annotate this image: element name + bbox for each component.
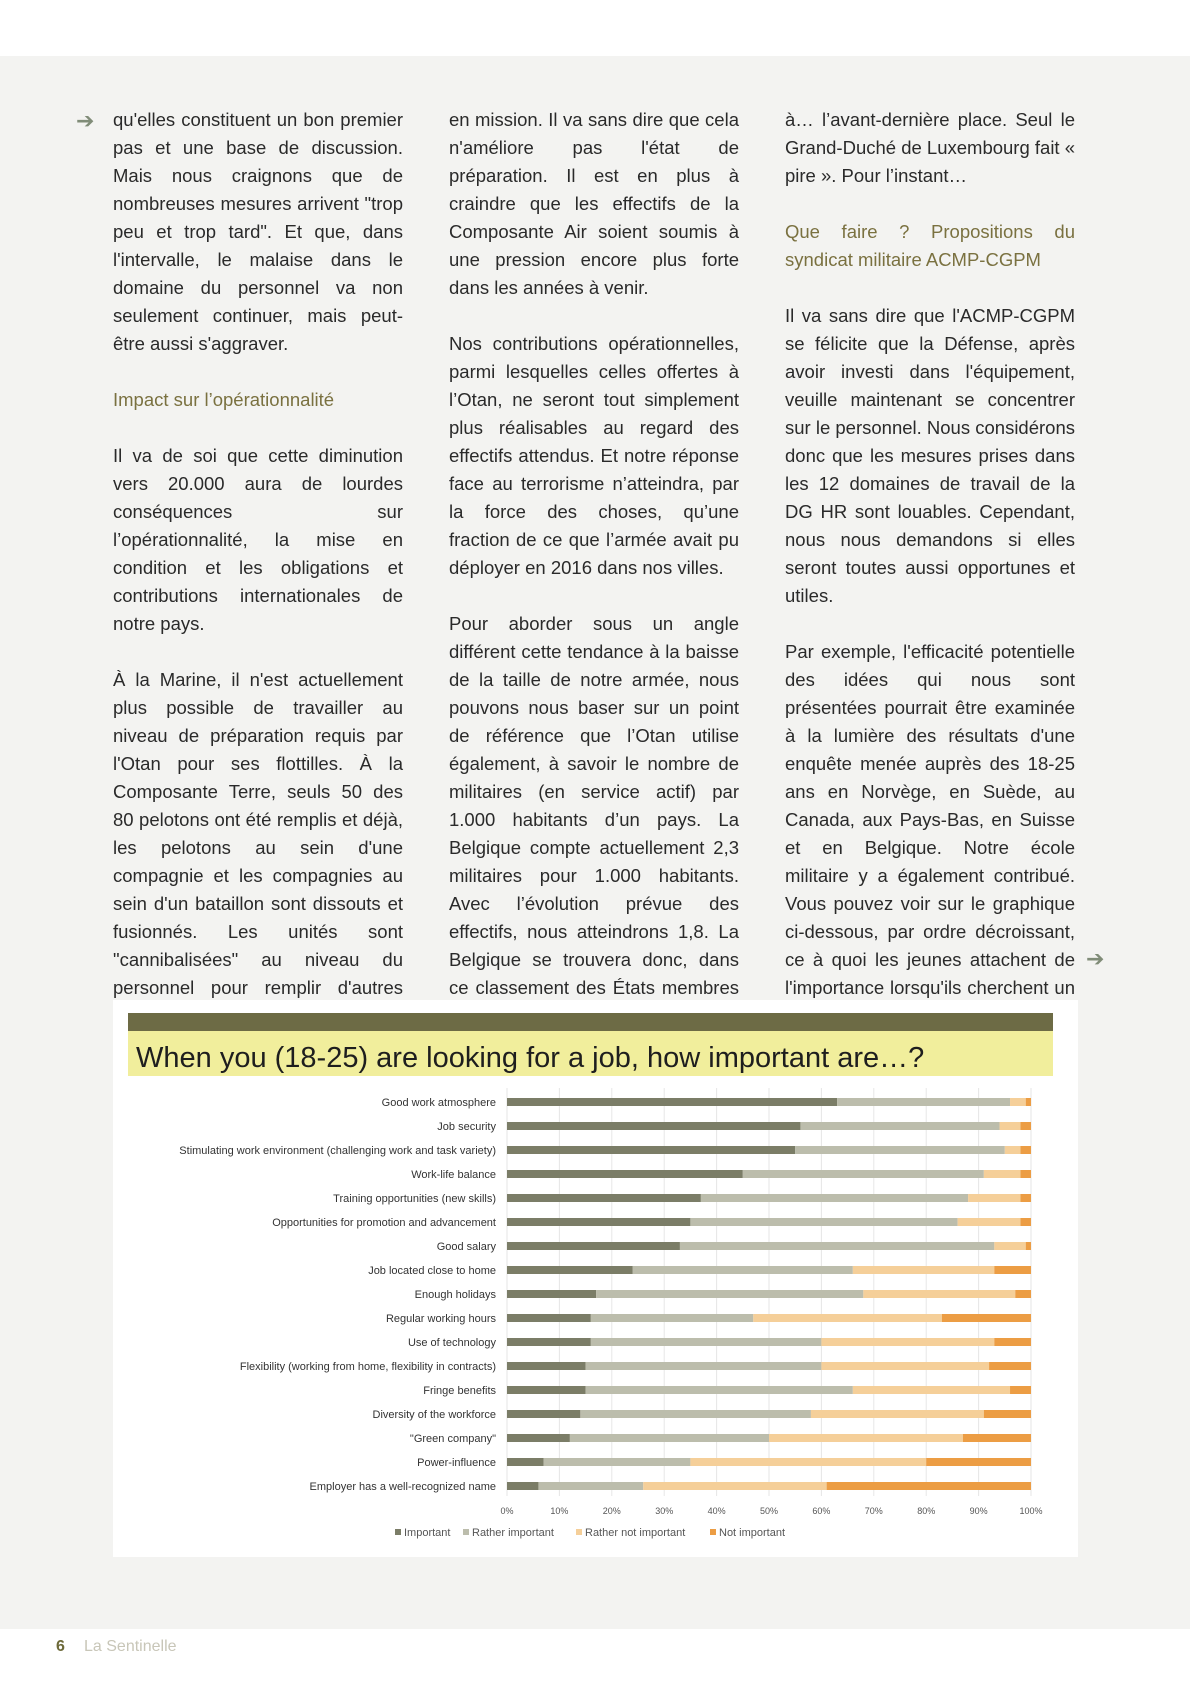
bar-segment-important xyxy=(507,1122,800,1130)
bar-segment-rather-important xyxy=(596,1290,863,1298)
bar-segment-not-important xyxy=(984,1410,1031,1418)
column-1-paragraph-3: À la Marine, il n'est actuellement plus possible de travailler au niveau de préparation requis par l'Otan pour ses flottilles. À la Composante Terre, seuls 50 des 80 pelotons ont été remplis et déjà, les pelotons au sein d'une compagnie et les compagnies au sein d'un bataillon sont dissouts et fusionnés. Les unités sont "cannibalisées" au niveau du personnel pour remplir d'autres xyxy=(113,669,403,998)
chart-top-bar xyxy=(128,1013,1053,1031)
category-label: Flexibility (working from home, flexibility in contracts) xyxy=(239,1361,496,1373)
bar-segment-important xyxy=(507,1098,837,1106)
bar-segment-important xyxy=(507,1482,538,1490)
bar-segment-rather-not-important xyxy=(863,1290,1015,1298)
bar-segment-rather-not-important xyxy=(968,1194,1020,1202)
bar-segment-important xyxy=(507,1410,580,1418)
bar-segment-rather-important xyxy=(633,1266,853,1274)
bar-segment-rather-important xyxy=(837,1098,1010,1106)
survey-chart xyxy=(113,1000,1078,1557)
bar-segment-important xyxy=(507,1434,570,1442)
bar-segment-rather-important xyxy=(701,1194,968,1202)
bar-segment-important xyxy=(507,1146,795,1154)
section-heading-proposals: Que faire ? Propositions du syndicat militaire ACMP-CGPM xyxy=(785,221,1075,270)
category-label: Good work atmosphere xyxy=(381,1097,496,1109)
column-3-paragraph-1: à… l’avant-dernière place. Seul le Grand-Duché de Luxembourg fait « pire ». Pour l’instant… xyxy=(785,109,1076,186)
category-label: Fringe benefits xyxy=(423,1385,496,1397)
legend-swatch xyxy=(395,1529,401,1535)
bar-segment-rather-important xyxy=(795,1146,1005,1154)
bar-segment-rather-not-important xyxy=(958,1218,1021,1226)
legend-label: Rather important xyxy=(472,1527,554,1539)
column-3-paragraph-2: Il va sans dire que l'ACMP-CGPM se félicite que la Défense, après avoir investi dans l'équipement, veuille maintenant se concentrer sur le personnel. Nous considérons donc que les mesures prises dans les 12 domaines de travail de la DG HR sont louables. Cependant, nous nous demandons si elles seront toutes aussi opportunes et utiles. xyxy=(785,305,1075,606)
bar-segment-important xyxy=(507,1194,701,1202)
bar-segment-important xyxy=(507,1170,743,1178)
bar-segment-rather-not-important xyxy=(753,1314,942,1322)
bar-segment-rather-important xyxy=(690,1218,957,1226)
bar-segment-rather-not-important xyxy=(643,1482,826,1490)
bar-segment-important xyxy=(507,1266,633,1274)
publication-title: La Sentinelle xyxy=(84,1638,177,1655)
legend-swatch xyxy=(576,1529,582,1535)
legend-swatch xyxy=(463,1529,469,1535)
column-3-paragraph-3: Par exemple, l'efficacité potentielle des idées qui nous sont présentées pourrait être examinée à la lumière des résultats d'une enquête menée auprès des 18-25 ans en Norvège, en Suède, au Canada, aux Pays-Bas, en Suisse et en Belgique. Notre école militaire y a également contribué. Vous pouvez voir sur le graphique ci-dessous, par ordre décroissant, ce à quoi les jeunes attachent de l'importance lorsqu'ils cherchent un xyxy=(785,641,1075,998)
bar-segment-rather-important xyxy=(800,1122,999,1130)
chart-legend xyxy=(395,1527,785,1539)
bar-segment-rather-not-important xyxy=(769,1434,963,1442)
bar-segment-not-important xyxy=(1021,1146,1031,1154)
column-2-paragraph-1: en mission. Il va sans dire que cela n'améliore pas l'état de préparation. Il est en plus à craindre que les effectifs de la Composante Air soient soumis à une pression encore plus forte dans les années à venir. xyxy=(449,109,739,298)
x-tick-label: 90% xyxy=(969,1506,988,1516)
category-label: Job located close to home xyxy=(368,1265,496,1277)
bar-segment-not-important xyxy=(827,1482,1031,1490)
category-label: Regular working hours xyxy=(385,1313,496,1325)
chart-x-ticks xyxy=(500,1506,1042,1516)
category-label: Power-influence xyxy=(417,1457,496,1469)
category-label: Training opportunities (new skills) xyxy=(333,1193,496,1205)
bar-segment-not-important xyxy=(994,1338,1031,1346)
chart-title: When you (18-25) are looking for a job, how important are…? xyxy=(136,1042,925,1074)
x-tick-label: 0% xyxy=(500,1506,514,1516)
category-label: Enough holidays xyxy=(414,1289,496,1301)
bar-segment-important xyxy=(507,1242,680,1250)
bar-segment-important xyxy=(507,1386,586,1394)
bar-segment-rather-not-important xyxy=(1005,1146,1021,1154)
legend-label: Rather not important xyxy=(585,1527,686,1539)
x-tick-label: 20% xyxy=(602,1506,621,1516)
bottom-margin xyxy=(0,1629,1190,1684)
column-1-paragraph-2: Il va de soi que cette diminution vers 20.000 aura de lourdes conséquences sur l’opérationnalité, la mise en condition et les obligations et contributions internationales de notre pays. xyxy=(113,445,403,634)
x-tick-label: 80% xyxy=(917,1506,936,1516)
x-tick-label: 30% xyxy=(655,1506,674,1516)
bar-segment-not-important xyxy=(963,1434,1031,1442)
x-tick-label: 100% xyxy=(1019,1506,1043,1516)
bar-segment-not-important xyxy=(1021,1194,1031,1202)
bar-segment-rather-important xyxy=(743,1170,984,1178)
category-label: "Green company" xyxy=(409,1433,496,1445)
bar-segment-not-important xyxy=(994,1266,1031,1274)
bar-segment-not-important xyxy=(1026,1242,1031,1250)
x-tick-label: 40% xyxy=(707,1506,726,1516)
category-label: Work-life balance xyxy=(411,1169,496,1181)
bar-segment-important xyxy=(507,1290,596,1298)
bar-segment-rather-important xyxy=(544,1458,691,1466)
x-tick-label: 60% xyxy=(812,1506,831,1516)
bar-segment-not-important xyxy=(926,1458,1031,1466)
continued-from-arrow-icon: ➔ xyxy=(76,108,95,133)
bar-segment-not-important xyxy=(1021,1122,1031,1130)
top-margin xyxy=(0,0,1190,56)
bar-segment-rather-not-important xyxy=(984,1170,1021,1178)
column-1-paragraph-1: qu'elles constituent un bon premier pas et une base de discussion. Mais nous craignons que de nombreuses mesures arrivent "trop peu et trop tard". Et que, dans l'intervalle, le malaise dans le domaine du personnel va non seulement continuer, mais peut-être aussi s'aggraver. xyxy=(113,109,403,354)
bar-segment-important xyxy=(507,1338,591,1346)
category-label: Good salary xyxy=(436,1241,496,1253)
survey-chart-svg xyxy=(113,1000,1078,1557)
bar-segment-not-important xyxy=(1026,1098,1031,1106)
bar-segment-rather-not-important xyxy=(1000,1122,1021,1130)
bar-segment-important xyxy=(507,1218,690,1226)
bar-segment-rather-not-important xyxy=(821,1338,994,1346)
bar-segment-rather-not-important xyxy=(853,1266,994,1274)
bar-segment-rather-important xyxy=(586,1362,822,1370)
bar-segment-not-important xyxy=(989,1362,1031,1370)
bar-segment-rather-not-important xyxy=(1010,1098,1026,1106)
column-2-paragraph-2: Nos contributions opérationnelles, parmi lesquelles celles offertes à l’Otan, ne seront tout simplement plus réalisables au regard des effectifs attendus. Et notre réponse face au terrorisme n’atteindra, par la force des choses, qu’une fraction de ce que l’armée avait pu déployer en 2016 dans nos villes. xyxy=(449,333,739,578)
bar-segment-not-important xyxy=(1010,1386,1031,1394)
legend-swatch xyxy=(710,1529,716,1535)
bar-segment-not-important xyxy=(1021,1170,1031,1178)
category-label: Opportunities for promotion and advancement xyxy=(272,1217,496,1229)
category-label: Job security xyxy=(437,1121,496,1133)
legend-label: Important xyxy=(404,1527,451,1539)
bar-segment-rather-not-important xyxy=(811,1410,984,1418)
bar-segment-rather-important xyxy=(580,1410,811,1418)
article-column-3 xyxy=(785,106,1075,1058)
bar-segment-important xyxy=(507,1362,586,1370)
article-column-2 xyxy=(449,106,739,1058)
bar-segment-not-important xyxy=(1015,1290,1031,1298)
legend-label: Not important xyxy=(719,1527,786,1539)
bar-segment-rather-not-important xyxy=(994,1242,1025,1250)
bar-segment-important xyxy=(507,1314,591,1322)
bar-segment-rather-important xyxy=(586,1386,853,1394)
bar-segment-rather-important xyxy=(570,1434,769,1442)
page-number: 6 xyxy=(56,1638,65,1655)
bar-segment-rather-not-important xyxy=(690,1458,926,1466)
chart-category-labels xyxy=(179,1097,496,1493)
x-tick-label: 70% xyxy=(864,1506,883,1516)
bar-segment-not-important xyxy=(942,1314,1031,1322)
category-label: Stimulating work environment (challenging work and task variety) xyxy=(179,1145,496,1157)
x-tick-label: 50% xyxy=(759,1506,779,1516)
bar-segment-rather-not-important xyxy=(853,1386,1010,1394)
category-label: Employer has a well-recognized name xyxy=(309,1481,496,1493)
section-heading-impact: Impact sur l’opérationnalité xyxy=(113,389,335,410)
bar-segment-rather-important xyxy=(591,1314,753,1322)
bar-segment-not-important xyxy=(1021,1218,1031,1226)
article-column-1 xyxy=(113,106,403,1058)
category-label: Use of technology xyxy=(407,1337,496,1349)
column-2-paragraph-3: Pour aborder sous un angle différent cette tendance à la baisse de la taille de notre armée, nous pouvons nous baser sur un point de référence que l’Otan utilise également, à savoir le nombre de militaires (en service actif) par 1.000 habitants d’un pays. La Belgique compte actuellement 2,3 militaires pour 1.000 habitants. Avec l’évolution prévue des effectifs, nous atteindrons 1,8. La Belgique se trouvera donc, dans ce classement des États membres xyxy=(449,613,739,998)
bar-segment-rather-important xyxy=(538,1482,643,1490)
x-tick-label: 10% xyxy=(550,1506,569,1516)
bar-segment-rather-important xyxy=(591,1338,822,1346)
continued-arrow-icon: ➔ xyxy=(1086,946,1105,971)
bar-segment-important xyxy=(507,1458,544,1466)
bar-segment-rather-not-important xyxy=(821,1362,989,1370)
category-label: Diversity of the workforce xyxy=(372,1409,496,1421)
bar-segment-rather-important xyxy=(680,1242,994,1250)
